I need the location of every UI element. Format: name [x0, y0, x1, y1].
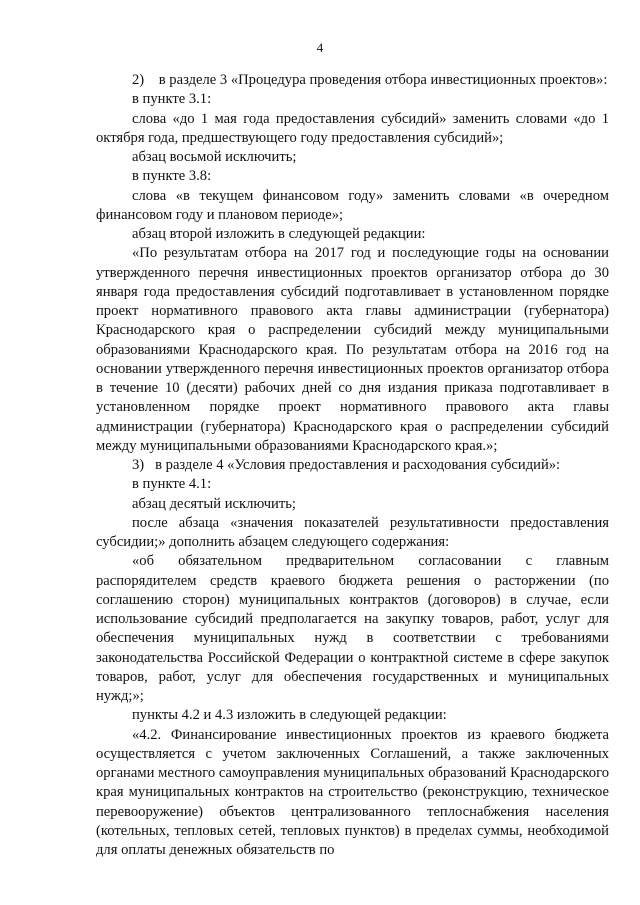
paragraph-words-replace-1: слова «до 1 мая года предоставления субсидий» заменить словами «до 1 октября года, предшествующего году предоставления субсидий»; — [96, 110, 609, 146]
document-body — [96, 71, 609, 860]
paragraph-point-3-1: в пункте 3.1: — [132, 91, 212, 108]
paragraph-points-4-2-4-3: пункты 4.2 и 4.3 изложить в следующей редакции: — [132, 707, 447, 724]
paragraph-section-3-heading: 2) в разделе 3 «Процедура проведения отбора инвестиционных проектов»: — [132, 72, 608, 88]
paragraph-second-edit: абзац второй изложить в следующей редакции: — [132, 226, 426, 242]
paragraph-selection-results: «По результатам отбора на 2017 год и последующие годы на основании утвержденного перечня инвестиционных проектов организатор отбора до 30 января года предоставления субсидий подготавливает в установленном порядке проект нормативного правового акта главы администрации (губернатора) Краснодарского края о распределении субсидий между муниципальными образованиями Краснодарского края. По результатам отбора на 2016 год на основании утвержденного перечня инвестиционных проектов организатор отбора в течение 10 (десяти) рабочих дней со дня издания приказа подготавливает в установленном порядке проект нормативного правового акта главы администрации (губернатора) Краснодарского края о распределении субсидий между муниципальными образованиями Краснодарского края.»; — [96, 245, 609, 454]
paragraph-eighth-exclude: абзац восьмой исключить; — [132, 149, 297, 165]
paragraph-mandatory-approval: «об обязательном предварительном согласовании с главным распорядителем средств краевого бюджета решения о расторжении (по соглашению сторон) муниципальных контрактов (договоров) в случае, если использование субсидий предполагается на закупку товаров, работ, услуг для обеспечения муниципальных нужд в соответствии с требованиями законодательства Российской Федерации о контрактной системе в сфере закупок товаров, работ, услуг для обеспечения государственных и муниципальных нужд;»; — [96, 553, 609, 704]
paragraph-section-4-heading: 3) в разделе 4 «Условия предоставления и расходования субсидий»: — [132, 457, 561, 473]
paragraph-point-3-8: в пункте 3.8: — [132, 168, 212, 185]
paragraph-words-replace-2: слова «в текущем финансовом году» заменить словами «в очередном финансовом году и плановом периоде»; — [96, 187, 609, 223]
paragraph-point-4-1: в пункте 4.1: — [132, 476, 212, 493]
paragraph-tenth-exclude: абзац десятый исключить; — [132, 495, 296, 512]
page-number: 4 — [316, 40, 324, 55]
paragraph-point-4-2-text: «4.2. Финансирование инвестиционных проектов из краевого бюджета осуществляется с учетом заключенных Соглашений, а также заключенных органами местного самоуправления муниципальных образований Краснодарского края муниципальных контрактов на строительство (реконструкцию, техническое перевооружение) объектов централизованного теплоснабжения населения (котельных, тепловых сетей, тепловых пунктов) в пределах суммы, необходимой для оплаты денежных обязательств по — [96, 726, 609, 858]
paragraph-after-indicators: после абзаца «значения показателей результативности предоставления субсидии;» дополнить абзацем следующего содержания: — [96, 514, 609, 550]
